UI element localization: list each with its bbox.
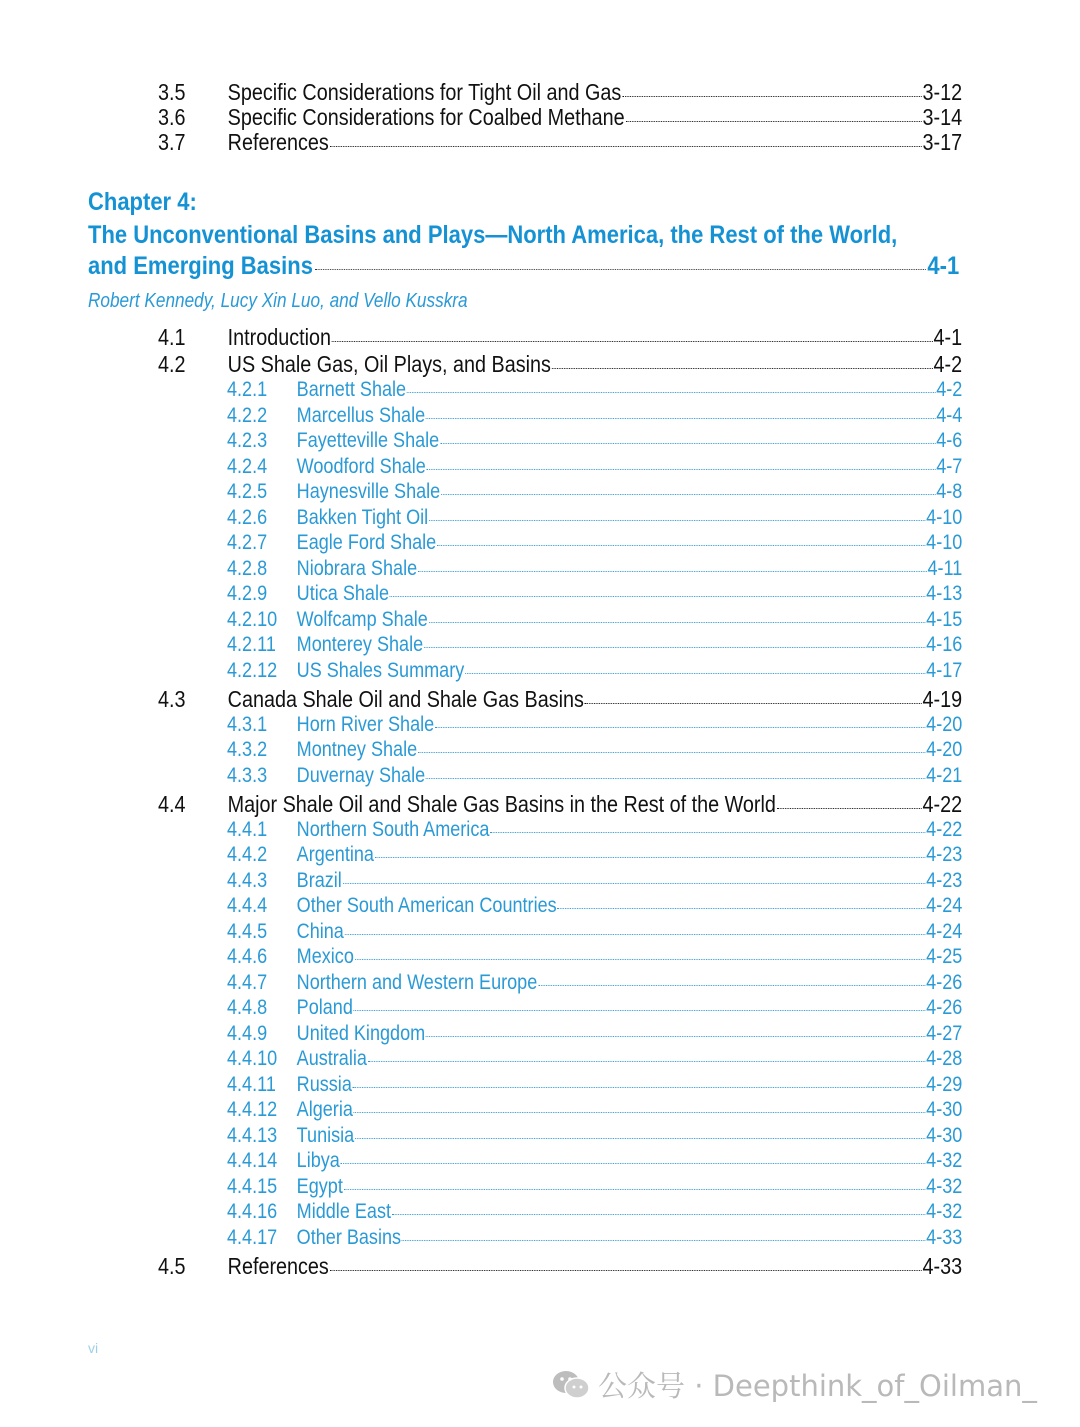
entry-title: Horn River Shale <box>296 713 435 736</box>
dot-leader <box>418 752 925 753</box>
dot-leader <box>622 96 922 97</box>
entry-page: 4-22 <box>926 818 963 841</box>
dot-leader <box>355 1138 925 1139</box>
entry-title: Marcellus Shale <box>296 404 426 427</box>
chapter-title-line1[interactable]: The Unconventional Basins and Plays—North America, the Rest of the World, <box>88 221 898 249</box>
toc-subsection-entry[interactable] <box>227 1073 962 1097</box>
entry-title: Libya <box>296 1149 340 1172</box>
entry-number: 4.4.16 <box>227 1200 278 1223</box>
entry-page: 4-20 <box>926 738 963 761</box>
entry-number: 4.2.6 <box>227 506 268 529</box>
entry-number: 4.2.3 <box>227 429 268 452</box>
dot-leader <box>585 703 922 704</box>
toc-section-entry[interactable] <box>158 686 962 713</box>
page-number: vi <box>88 1340 99 1356</box>
entry-page: 4-16 <box>926 633 963 656</box>
entry-title: Argentina <box>296 843 374 866</box>
chapter-label: Chapter 4: <box>88 188 197 216</box>
entry-page: 4-33 <box>926 1226 963 1249</box>
entry-number: 4.4.14 <box>227 1149 278 1172</box>
wechat-icon <box>552 1369 590 1401</box>
entry-page: 4-30 <box>926 1098 963 1121</box>
entry-page: 4-28 <box>926 1047 963 1070</box>
entry-page: 4-8 <box>936 480 963 503</box>
entry-title: Niobrara Shale <box>296 557 418 580</box>
entry-title: Poland <box>296 996 353 1019</box>
entry-number: 4.4.3 <box>227 869 268 892</box>
chapter-title-line2[interactable] <box>88 252 959 281</box>
entry-title: Eagle Ford Shale <box>296 531 437 554</box>
entry-number: 4.2.9 <box>227 582 268 605</box>
entry-title: Mexico <box>296 945 354 968</box>
entry-page: 4-29 <box>926 1073 963 1096</box>
dot-leader <box>343 883 926 884</box>
toc-entry-3-7[interactable] <box>158 129 962 156</box>
chapter-authors: Robert Kennedy, Lucy Xin Luo, and Vello Kusskra <box>88 290 468 312</box>
toc-subsection-entry[interactable] <box>227 971 962 995</box>
dot-leader <box>440 443 935 444</box>
dot-leader <box>435 727 925 728</box>
entry-title: Fayetteville Shale <box>296 429 440 452</box>
watermark <box>552 1364 1037 1405</box>
entry-page: 4-32 <box>926 1200 963 1223</box>
toc-section-entry[interactable] <box>158 1253 962 1280</box>
entry-title: Egypt <box>296 1175 343 1198</box>
entry-page: 4-25 <box>926 945 963 968</box>
entry-number: 4.4.13 <box>227 1124 278 1147</box>
entry-number: 4.2.10 <box>227 608 278 631</box>
entry-page: 4-13 <box>926 582 963 605</box>
entry-title: Tunisia <box>296 1124 355 1147</box>
dot-leader <box>552 368 933 369</box>
entry-number: 4.4.4 <box>227 894 268 917</box>
toc-subsection-entry[interactable] <box>227 480 962 504</box>
toc-subsection-entry[interactable] <box>227 1200 962 1224</box>
dot-leader <box>429 622 926 623</box>
toc-subsection-entry[interactable] <box>227 633 962 657</box>
toc-subsection-entry[interactable] <box>227 764 962 788</box>
entry-page: 4-15 <box>926 608 963 631</box>
toc-subsection-entry[interactable] <box>227 506 962 530</box>
entry-page: 3-17 <box>922 129 963 155</box>
entry-page: 4-10 <box>926 531 963 554</box>
dot-leader <box>441 494 935 495</box>
toc-section-entry[interactable] <box>158 351 962 378</box>
toc-subsection-entry[interactable] <box>227 1098 962 1122</box>
entry-title: Barnett Shale <box>296 378 407 401</box>
entry-page: 4-33 <box>922 1253 963 1279</box>
toc-subsection-entry[interactable] <box>227 455 962 479</box>
entry-number: 4.1 <box>158 324 186 350</box>
dot-leader <box>355 959 926 960</box>
entry-number: 4.2.8 <box>227 557 268 580</box>
dot-leader <box>354 1112 926 1113</box>
entry-title: Australia <box>296 1047 367 1070</box>
entry-title: Northern South America <box>296 818 490 841</box>
entry-title: United Kingdom <box>296 1022 426 1045</box>
entry-page: 4-1 <box>933 324 963 350</box>
entry-number: 4.4.17 <box>227 1226 278 1249</box>
dot-leader <box>437 545 925 546</box>
toc-subsection-entry[interactable] <box>227 1149 962 1173</box>
dot-leader <box>315 269 926 270</box>
chapter-page: 4-1 <box>927 252 960 280</box>
entry-page: 4-19 <box>922 686 963 712</box>
entry-number: 4.2.12 <box>227 659 278 682</box>
dot-leader <box>330 146 922 147</box>
entry-page: 4-2 <box>933 351 963 377</box>
dot-leader <box>390 596 925 597</box>
entry-number: 4.4.10 <box>227 1047 278 1070</box>
entry-page: 4-10 <box>926 506 963 529</box>
entry-number: 4.4.5 <box>227 920 268 943</box>
entry-page: 4-20 <box>926 713 963 736</box>
entry-page: 4-6 <box>936 429 963 452</box>
entry-number: 4.3.3 <box>227 764 268 787</box>
dot-leader <box>375 857 925 858</box>
dot-leader <box>341 1163 926 1164</box>
entry-page: 4-26 <box>926 971 963 994</box>
entry-number: 4.4.11 <box>227 1073 276 1096</box>
dot-leader <box>427 469 936 470</box>
entry-title: Northern and Western Europe <box>296 971 538 994</box>
entry-title: Utica Shale <box>296 582 390 605</box>
entry-title: Algeria <box>296 1098 353 1121</box>
dot-leader <box>392 1214 925 1215</box>
toc-subsection-entry[interactable] <box>227 738 962 762</box>
entry-page: 3-12 <box>922 79 963 105</box>
entry-number: 3.7 <box>158 129 186 155</box>
toc-subsection-entry[interactable] <box>227 557 962 581</box>
dot-leader <box>353 1087 926 1088</box>
entry-number: 4.2.1 <box>227 378 268 401</box>
entry-page: 4-23 <box>926 843 963 866</box>
dot-leader <box>330 1270 922 1271</box>
entry-title: US Shales Summary <box>296 659 465 682</box>
dot-leader <box>465 673 925 674</box>
entry-title: US Shale Gas, Oil Plays, and Basins <box>227 351 551 377</box>
dot-leader <box>490 832 925 833</box>
entry-title: Other Basins <box>296 1226 402 1249</box>
toc-subsection-entry[interactable] <box>227 996 962 1020</box>
dot-leader <box>418 571 927 572</box>
toc-subsection-entry[interactable] <box>227 582 962 606</box>
toc-subsection-entry[interactable] <box>227 1022 962 1046</box>
entry-title: References <box>227 129 329 155</box>
toc-subsection-entry[interactable] <box>227 920 962 944</box>
dot-leader <box>426 1036 925 1037</box>
dot-leader <box>426 418 935 419</box>
watermark-text: 公众号 · Deepthink_of_Oilman_ <box>598 1369 1037 1403</box>
toc-subsection-entry[interactable] <box>227 531 962 555</box>
entry-page: 4-32 <box>926 1149 963 1172</box>
entry-number: 3.6 <box>158 104 186 130</box>
entry-page: 4-24 <box>926 894 963 917</box>
toc-subsection-entry[interactable] <box>227 945 962 969</box>
toc-subsection-entry[interactable] <box>227 1047 962 1071</box>
entry-number: 4.2 <box>158 351 186 377</box>
entry-page: 4-27 <box>926 1022 963 1045</box>
toc-subsection-entry[interactable] <box>227 843 962 867</box>
dot-leader <box>538 985 925 986</box>
dot-leader <box>429 520 925 521</box>
entry-title: Canada Shale Oil and Shale Gas Basins <box>227 686 584 712</box>
entry-number: 4.2.4 <box>227 455 268 478</box>
dot-leader <box>368 1061 926 1062</box>
entry-number: 4.3.2 <box>227 738 268 761</box>
dot-leader <box>345 934 926 935</box>
entry-title: Monterey Shale <box>296 633 424 656</box>
entry-title: Haynesville Shale <box>296 480 441 503</box>
entry-page: 4-30 <box>926 1124 963 1147</box>
dot-leader <box>354 1010 926 1011</box>
entry-number: 4.4.9 <box>227 1022 268 1045</box>
toc-entry-3-6[interactable] <box>158 104 962 131</box>
entry-number: 4.2.5 <box>227 480 268 503</box>
entry-title: Montney Shale <box>296 738 418 761</box>
entry-page: 4-11 <box>927 557 963 580</box>
dot-leader <box>625 121 921 122</box>
entry-title: Russia <box>296 1073 352 1096</box>
dot-leader <box>558 908 926 909</box>
entry-title: Introduction <box>227 324 332 350</box>
dot-leader <box>402 1240 925 1241</box>
entry-title: References <box>227 1253 329 1279</box>
entry-page: 4-7 <box>936 455 963 478</box>
toc-subsection-entry[interactable] <box>227 1226 962 1250</box>
entry-page: 4-4 <box>936 404 963 427</box>
dot-leader <box>332 341 933 342</box>
entry-number: 3.5 <box>158 79 186 105</box>
entry-page: 4-17 <box>926 659 963 682</box>
toc-entry-3-5[interactable] <box>158 79 962 106</box>
entry-number: 4.4.2 <box>227 843 268 866</box>
entry-title: Duvernay Shale <box>296 764 426 787</box>
entry-title: Specific Considerations for Tight Oil and Gas <box>227 79 622 105</box>
entry-title: Bakken Tight Oil <box>296 506 429 529</box>
entry-page: 3-14 <box>922 104 963 130</box>
entry-number: 4.3.1 <box>227 713 268 736</box>
entry-number: 4.4.1 <box>227 818 268 841</box>
entry-title: Middle East <box>296 1200 392 1223</box>
toc-subsection-entry[interactable] <box>227 894 962 918</box>
toc-subsection-entry[interactable] <box>227 1175 962 1199</box>
entry-number: 4.3 <box>158 686 186 712</box>
entry-title: Major Shale Oil and Shale Gas Basins in the Rest of the World <box>227 791 776 817</box>
toc-subsection-entry[interactable] <box>227 659 962 683</box>
entry-number: 4.4.12 <box>227 1098 278 1121</box>
toc-subsection-entry[interactable] <box>227 1124 962 1148</box>
entry-number: 4.4.7 <box>227 971 268 994</box>
dot-leader <box>407 392 935 393</box>
entry-number: 4.2.7 <box>227 531 268 554</box>
entry-title: China <box>296 920 344 943</box>
chapter-title-text: and Emerging Basins <box>88 252 313 280</box>
toc-section-entry[interactable] <box>158 324 962 351</box>
toc-subsection-entry[interactable] <box>227 429 962 453</box>
entry-title: Other South American Countries <box>296 894 557 917</box>
dot-leader <box>344 1189 926 1190</box>
entry-page: 4-26 <box>926 996 963 1019</box>
dot-leader <box>424 647 925 648</box>
entry-number: 4.4.8 <box>227 996 268 1019</box>
entry-page: 4-32 <box>926 1175 963 1198</box>
entry-title: Brazil <box>296 869 342 892</box>
entry-number: 4.4 <box>158 791 186 817</box>
entry-page: 4-21 <box>926 764 963 787</box>
entry-page: 4-24 <box>926 920 963 943</box>
entry-title: Wolfcamp Shale <box>296 608 428 631</box>
toc-subsection-entry[interactable] <box>227 869 962 893</box>
toc-subsection-entry[interactable] <box>227 404 962 428</box>
toc-section-entry[interactable] <box>158 791 962 818</box>
entry-title: Specific Considerations for Coalbed Methane <box>227 104 625 130</box>
entry-number: 4.5 <box>158 1253 186 1279</box>
dot-leader <box>426 778 925 779</box>
toc-subsection-entry[interactable] <box>227 608 962 632</box>
entry-title: Woodford Shale <box>296 455 426 478</box>
entry-page: 4-2 <box>936 378 963 401</box>
entry-page: 4-23 <box>926 869 963 892</box>
entry-number: 4.4.15 <box>227 1175 278 1198</box>
toc-subsection-entry[interactable] <box>227 818 962 842</box>
toc-subsection-entry[interactable] <box>227 713 962 737</box>
toc-subsection-entry[interactable] <box>227 378 962 402</box>
entry-number: 4.4.6 <box>227 945 268 968</box>
dot-leader <box>777 808 922 809</box>
entry-page: 4-22 <box>922 791 963 817</box>
entry-number: 4.2.2 <box>227 404 268 427</box>
entry-number: 4.2.11 <box>227 633 276 656</box>
